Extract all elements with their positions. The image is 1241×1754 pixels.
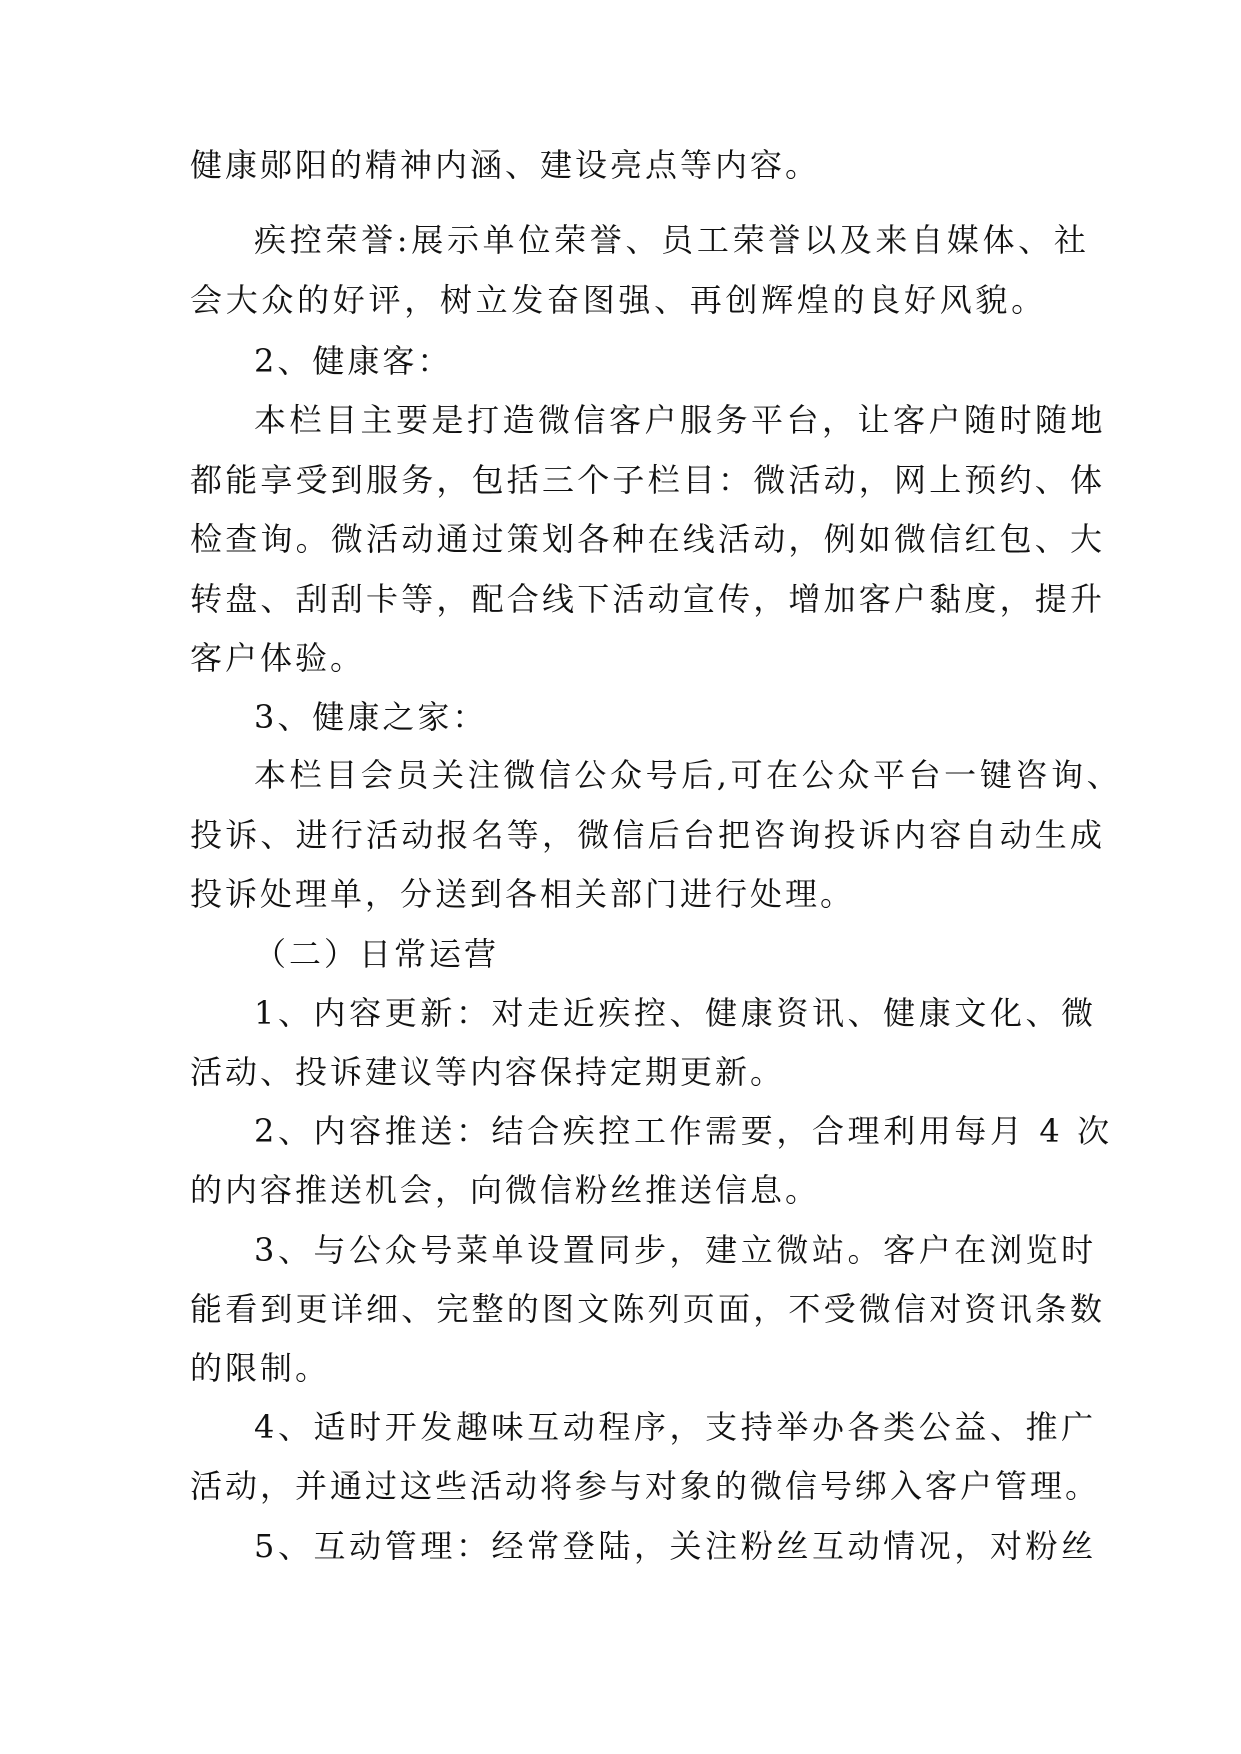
text-line: 都能享受到服务，包括三个子栏目：微活动，网上预约、体	[190, 461, 1106, 499]
text-line: 3、健康之家：	[254, 698, 488, 736]
text-line: 本栏目主要是打造微信客户服务平台，让客户随时随地	[254, 401, 1107, 439]
text-line: 2、内容推送：结合疾控工作需要，合理利用每月 4 次	[254, 1112, 1113, 1150]
text-line: 的内容推送机会，向微信粉丝推送信息。	[190, 1171, 821, 1209]
text-line: 客户体验。	[190, 639, 366, 677]
text-line: 活动，并通过这些活动将参与对象的微信号绑入客户管理。	[190, 1467, 1101, 1505]
text-line: 会大众的好评，树立发奋图强、再创辉煌的良好风貌。	[190, 281, 1047, 319]
text-line: 5、互动管理：经常登陆，关注粉丝互动情况，对粉丝	[254, 1527, 1097, 1565]
text-line: 1、内容更新：对走近疾控、健康资讯、健康文化、微	[254, 994, 1097, 1032]
section-heading: （二）日常运营	[254, 935, 500, 973]
text-line: 活动、投诉建议等内容保持定期更新。	[190, 1053, 786, 1091]
text-line: 的限制。	[190, 1349, 331, 1387]
text-line: 检查询。微活动通过策划各种在线活动，例如微信红包、大	[190, 520, 1106, 558]
text-line: 投诉处理单，分送到各相关部门进行处理。	[190, 875, 856, 913]
text-line: 能看到更详细、完整的图文陈列页面，不受微信对资讯条数	[190, 1290, 1106, 1328]
text-line: 健康郧阳的精神内涵、建设亮点等内容。	[190, 146, 821, 184]
text-line: 2、健康客：	[254, 342, 453, 380]
text-line: 本栏目会员关注微信公众号后,可在公众平台一键咨询、	[254, 756, 1123, 794]
text-line: 投诉、进行活动报名等，微信后台把咨询投诉内容自动生成	[190, 816, 1106, 854]
text-line: 4、适时开发趣味互动程序，支持举办各类公益、推广	[254, 1408, 1097, 1446]
text-line: 疾控荣誉:展示单位荣誉、员工荣誉以及来自媒体、社	[254, 221, 1090, 259]
text-line: 转盘、刮刮卡等，配合线下活动宣传，增加客户黏度，提升	[190, 580, 1106, 618]
text-line: 3、与公众号菜单设置同步，建立微站。客户在浏览时	[254, 1231, 1097, 1269]
